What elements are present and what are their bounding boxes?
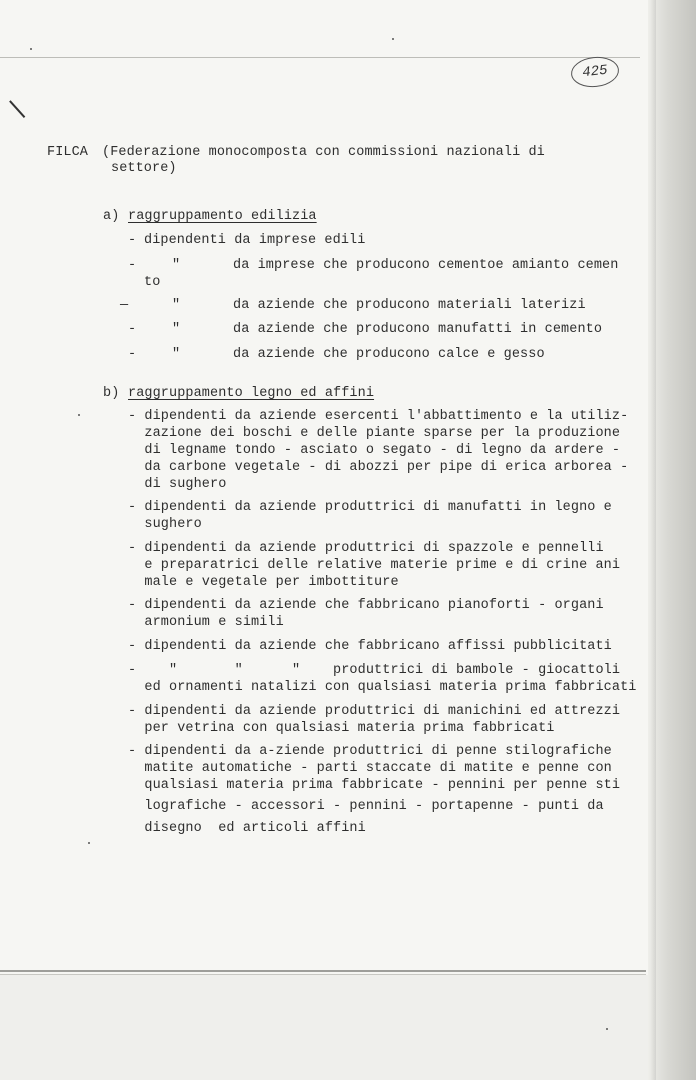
section-a-item: da aziende che producono manufatti in cemento [233,322,603,337]
section-a-item: da aziende che producono materiali laterizi [233,298,586,313]
section-a-item: dipendenti da imprese edili [144,233,366,248]
section-a-item: da imprese che producono cementoe amianto cemen [233,258,619,273]
section-a-dash: - [128,258,137,273]
section-b-line: disegno ed articoli affini [128,821,366,836]
speck [606,1028,608,1030]
scan-bottom-line-2 [0,974,646,975]
speck [392,38,394,40]
section-b-line: - " " " produttrici di bambole - giocattoli [128,663,621,678]
section-a-ditto: " [172,298,181,313]
section-a-dash: — [120,298,129,313]
scan-edge-inner [650,0,656,1080]
page-number-stamp: 425 [570,55,621,90]
section-b-line: e preparatrici delle relative materie prime e di crine ani [128,558,621,573]
org-description-line2: settore) [111,161,177,176]
speck [30,48,32,50]
section-b-line: lografiche - accessori - pennini - portapenne - punti da [128,799,604,814]
section-b-line: male e vegetale per imbottiture [128,575,399,590]
scan-bottom-area [0,975,648,1080]
section-b-line: - dipendenti da aziende produttrici di manufatti in legno e [128,500,612,515]
scan-top-line [0,57,640,58]
section-b-line: - dipendenti da aziende che fabbricano pianoforti - organi [128,598,604,613]
margin-slash-mark [9,100,25,117]
section-a-ditto: " [172,258,181,273]
section-b-line: - dipendenti da aziende che fabbricano affissi pubblicitati [128,639,612,654]
org-description-line1: (Federazione monocomposta con commissioni nazionali di [102,145,545,160]
section-b-line: - dipendenti da aziende produttrici di spazzole e pennelli [128,541,604,556]
section-b-line: - dipendenti da a-ziende produttrici di penne stilografiche [128,744,612,759]
org-name: FILCA [47,145,89,160]
section-b-marker: b) [103,386,120,401]
section-a-title: raggruppamento edilizia [128,209,317,224]
section-b-line: da carbone vegetale - di abozzi per pipe di erica arborea - [128,460,629,475]
section-b-line: di sughero [128,477,227,492]
section-b-line: sughero [128,517,202,532]
section-b-line: qualsiasi materia prima fabbricate - pennini per penne sti [128,778,621,793]
section-a-marker: a) [103,209,120,224]
section-b-line: zazione dei boschi e delle piante sparse per la produzione [128,426,621,441]
section-a-dash: - [128,322,137,337]
section-b-title: raggruppamento legno ed affini [128,386,375,401]
section-a-item: da aziende che producono calce e gesso [233,347,545,362]
section-b-line: di legname tondo - asciato o segato - di legno da ardere - [128,443,621,458]
section-b-line: armonium e simili [128,615,284,630]
speck [78,414,80,416]
section-b-line: per vetrina con qualsiasi materia prima fabbricati [128,721,555,736]
section-b-line: - dipendenti da aziende esercenti l'abbattimento e la utiliz- [128,409,629,424]
speck [88,842,90,844]
section-a-ditto: " [172,322,181,337]
section-a-item-continued: to [144,275,161,290]
section-b-line: matite automatiche - parti staccate di matite e penne con [128,761,612,776]
section-b-line: ed ornamenti natalizi con qualsiasi materia prima fabbricati [128,680,637,695]
section-a-dash: - [128,347,137,362]
section-a-dash: - [128,233,137,248]
scan-bottom-line [0,970,646,972]
section-a-ditto: " [172,347,181,362]
section-b-line: - dipendenti da aziende produttrici di manichini ed attrezzi [128,704,621,719]
